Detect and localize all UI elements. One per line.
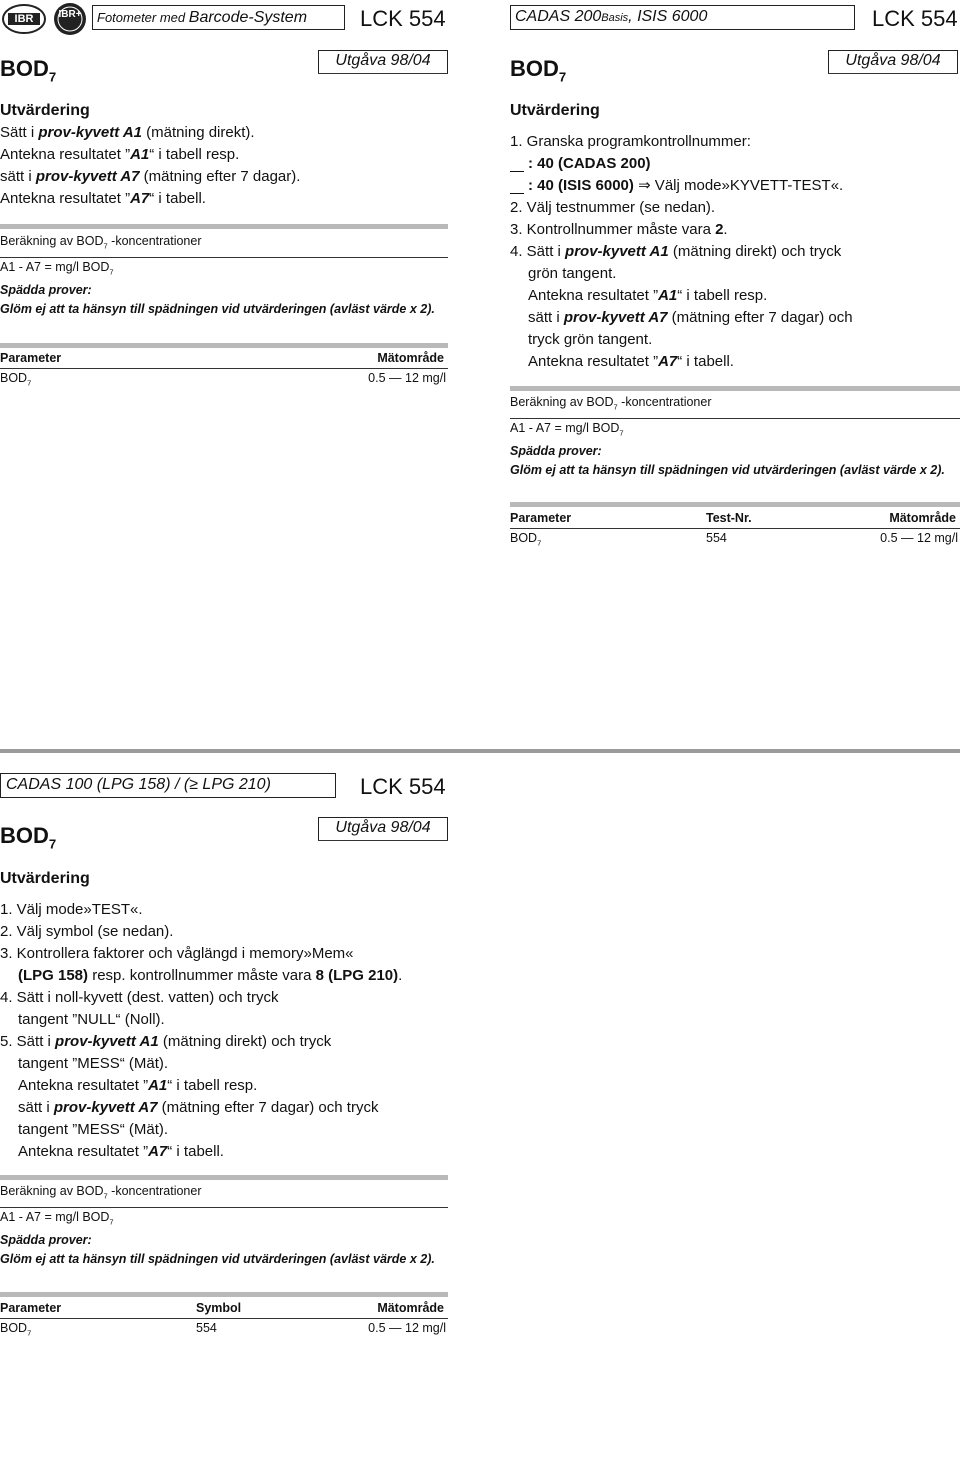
param-name: $BOD_7$	[510, 531, 542, 548]
eval-steps: 1. Granska programkontrollnummer: : 40 (CADAS 200) : 40 (ISIS 6000) ⇒ Välj mode»KYVETT-TEST«. 2. Välj testnummer (se nedan). 3. Kontrollnummer måste vara 2. 4. Sätt i prov-kyvett A1 (mätning direkt) och tryck grön tangent. Antekna resultatet ”A1“ i tabell resp. sätt i prov-kyvett A7 (mätning efter 7 dagar) och tryck grön tangent. Antekna resultatet ”A7“ i tabell.	[510, 133, 853, 370]
param-name: $BOD_7$	[0, 1321, 32, 1338]
param-header: Parameter	[0, 1301, 62, 1315]
calc-rule	[0, 1175, 448, 1180]
calc-block: Beräkning av $BOD_7$ -koncentrationer A1 - A7 = mg/l $BOD_7$ Spädda prover: Glöm ej att ta hänsyn till spädningen vid utvärderingen (avläst värde x 2).	[510, 393, 960, 480]
range-header: Mätområde	[377, 351, 444, 365]
range-header: Mätområde	[889, 511, 956, 525]
edition-box: Utgåva 98/04	[828, 50, 958, 74]
param-rule	[0, 1292, 448, 1297]
device-label: Fotometer med Barcode-System	[97, 9, 308, 26]
range-value: 0.5 — 12 mg/l	[368, 371, 446, 385]
ibr-plus-logo: IBR+	[50, 2, 90, 36]
eval-heading: Utvärdering	[0, 102, 90, 119]
title-rule	[828, 73, 958, 74]
product-code: LCK 554	[872, 6, 958, 31]
test-value: 554	[706, 531, 727, 545]
page-title: $BOD_7$	[510, 56, 567, 85]
edition-box: Utgåva 98/04	[318, 817, 448, 841]
ibr-logo: IBR	[2, 4, 46, 34]
eval-text: Sätt i prov-kyvett A1 (mätning direkt). Antekna resultatet ”A1“ i tabell resp. sätt i prov-kyvett A7 (mätning efter 7 dagar). Antekna resultatet ”A7“ i tabell.	[0, 124, 301, 207]
product-code: LCK 554	[360, 774, 446, 799]
product-code: LCK 554	[360, 6, 446, 31]
param-rule	[0, 343, 448, 348]
calc-block: Beräkning av $BOD_7$ -koncentrationer A1 - A7 = mg/l $BOD_7$ Spädda prover: Glöm ej att ta hänsyn till spädningen vid utvärderingen (avläst värde x 2).	[0, 1182, 448, 1269]
param-table	[510, 509, 960, 548]
eval-heading: Utvärdering	[510, 102, 600, 119]
param-header: Parameter	[0, 351, 62, 365]
eval-steps: 1. Välj mode»TEST«. 2. Välj symbol (se nedan). 3. Kontrollera faktorer och våglängd i memory»Mem« (LPG 158) resp. kontrollnummer måste vara 8 (LPG 210). 4. Sätt i noll-kyvett (dest. vatten) och tryck tangent ”NULL“ (Noll). 5. Sätt i prov-kyvett A1 (mätning direkt) och tryck tangent ”MESS“ (Mät). Antekna resultatet ”A1“ i tabell resp. sätt i prov-kyvett A7 (mätning efter 7 dagar) och tryck tangent ”MESS“ (Mät). Antekna resultatet ”A7“ i tabell.	[0, 901, 403, 1160]
test-header: Test-Nr.	[706, 511, 752, 525]
title-rule	[318, 73, 448, 74]
device-label: CADAS 100 (LPG 158) / (≥ LPG 210)	[6, 776, 271, 793]
param-table	[0, 349, 448, 388]
symbol-header: Symbol	[196, 1301, 242, 1315]
range-value: 0.5 — 12 mg/l	[368, 1321, 446, 1335]
symbol-value: 554	[196, 1321, 217, 1335]
calc-rule	[510, 386, 960, 391]
param-table	[0, 1299, 448, 1338]
edition-box: Utgåva 98/04	[318, 50, 448, 74]
page-title: $BOD_7$	[0, 56, 57, 85]
eval-heading: Utvärdering	[0, 870, 90, 887]
title-rule	[318, 840, 448, 841]
device-label: CADAS 200Basis, ISIS 6000	[515, 8, 708, 25]
calc-block: Beräkning av $BOD_7$ -koncentrationer A1 - A7 = mg/l $BOD_7$ Spädda prover: Glöm ej att ta hänsyn till spädningen vid utvärderingen (avläst värde x 2).	[0, 232, 448, 319]
param-header: Parameter	[510, 511, 572, 525]
range-value: 0.5 — 12 mg/l	[880, 531, 958, 545]
range-header: Mätområde	[377, 1301, 444, 1315]
section-top-rule	[0, 749, 960, 753]
calc-rule	[0, 224, 448, 229]
page-title: $BOD_7$	[0, 823, 57, 852]
param-name: $BOD_7$	[0, 371, 32, 388]
param-rule	[510, 502, 960, 507]
